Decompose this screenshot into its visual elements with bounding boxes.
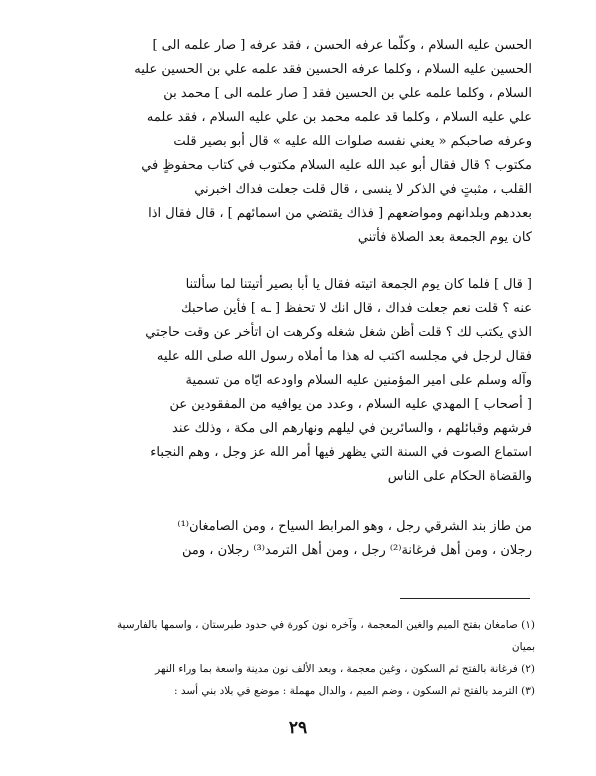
text-line: وعرفه صاحبكم « يعني نفسه صلوات الله عليه » قال أبو بصير قلت [173,134,532,149]
text-line: من طاز بند الشرقي رجل ، وهو المرابط السياح ، ومن الصامغان⁽¹⁾ [177,519,532,534]
page-number: ٢٩ [288,718,308,738]
text-line: استماع الصوت في السنة التي يظهر فيها أمر الله عز وجل ، وهم النجباء [150,445,532,460]
text-line: بعددهم وبلدانهم ومواضعهم [ فذاك يقتضي من اسمائهم ] ، قال فقال اذا [148,206,532,221]
text-line: [ أصحاب ] المهدي عليه السلام ، وعدد من يوافيه من المفقودين عن [169,397,532,412]
footnote-divider [400,598,530,599]
text-line: علي عليه السلام ، وكلما قد علمه محمد بن علي عليه السلام ، فقد علمه [146,110,532,125]
paragraph-3 [92,515,532,563]
text-line: الحسين عليه السلام ، وكلما عرفه الحسين فقد علمه علي بن الحسين عليه [134,62,532,77]
text-line: السلام ، وكلما علمه علي بن الحسين فقد [ صار علمه الى ] محمد بن [163,86,532,101]
paragraph-2 [92,273,532,489]
text-line: فرشهم وقبائلهم ، والسائرين في ليلهم ونهارهم الى مكة ، وذلك عند [172,421,532,436]
footnote-line: (١) صامغان بفتح الميم والغين المعجمة ، وآخره نون كورة في حدود طبرستان ، واسمها بالفارسية [116,619,535,631]
footnote-line: بميان [511,641,535,653]
text-line: الحسن عليه السلام ، وكلّما عرفه الحسن ، فقد عرفه [ صار علمه الى ] [152,38,532,53]
text-line: والقضاة الحكام على الناس [387,469,532,484]
text-line: [ قال ] فلما كان يوم الجمعة اتيته فقال يا أبا بصير أتيتنا لما سألتنا [185,277,532,292]
text-line: الذي يكتب لك ؟ قلت أظن شغل شغله وكرهت ان اتأخر عن وقت حاجتي [145,325,532,340]
footnote-line: (٣) الترمد بالفتح ثم السكون ، وضم الميم ، والدال مهملة : موضع في بلاد بني أسد : [173,685,535,697]
text-line: عنه ؟ قلت نعم جعلت فداك ، قال انك لا تحفظ [ ـه ] فأين صاحبك [181,301,532,316]
footnote-line: (٢) فرغانة بالفتح ثم السكون ، وغين معجمة ، وبعد الألف نون مدينة واسعة بما وراء النهر [155,663,535,675]
paragraph-1 [92,34,532,250]
text-line: كان يوم الجمعة بعد الصلاة فأتني [357,230,532,245]
text-line: رجلان ، ومن أهل فرغانة⁽²⁾ رجل ، ومن أهل الترمد⁽³⁾ رجلان ، ومن [181,543,532,558]
text-line: القلب ، مثبتٍ في الذكر لا ينسى ، قال قلت جعلت فداك اخبرني [194,182,532,197]
text-line: وآله وسلم على امير المؤمنين عليه السلام واودعه ايّاه من تسمية [185,373,532,388]
text-line: مكتوب ؟ قال فقال أبو عبد الله عليه السلام مكتوب في كتاب محفوظٍ في [141,158,532,173]
text-line: فقال لرجل في مجلسه اكتب له هذا ما أملاه رسول الله صلى الله عليه [156,349,532,364]
footnotes [70,614,535,702]
